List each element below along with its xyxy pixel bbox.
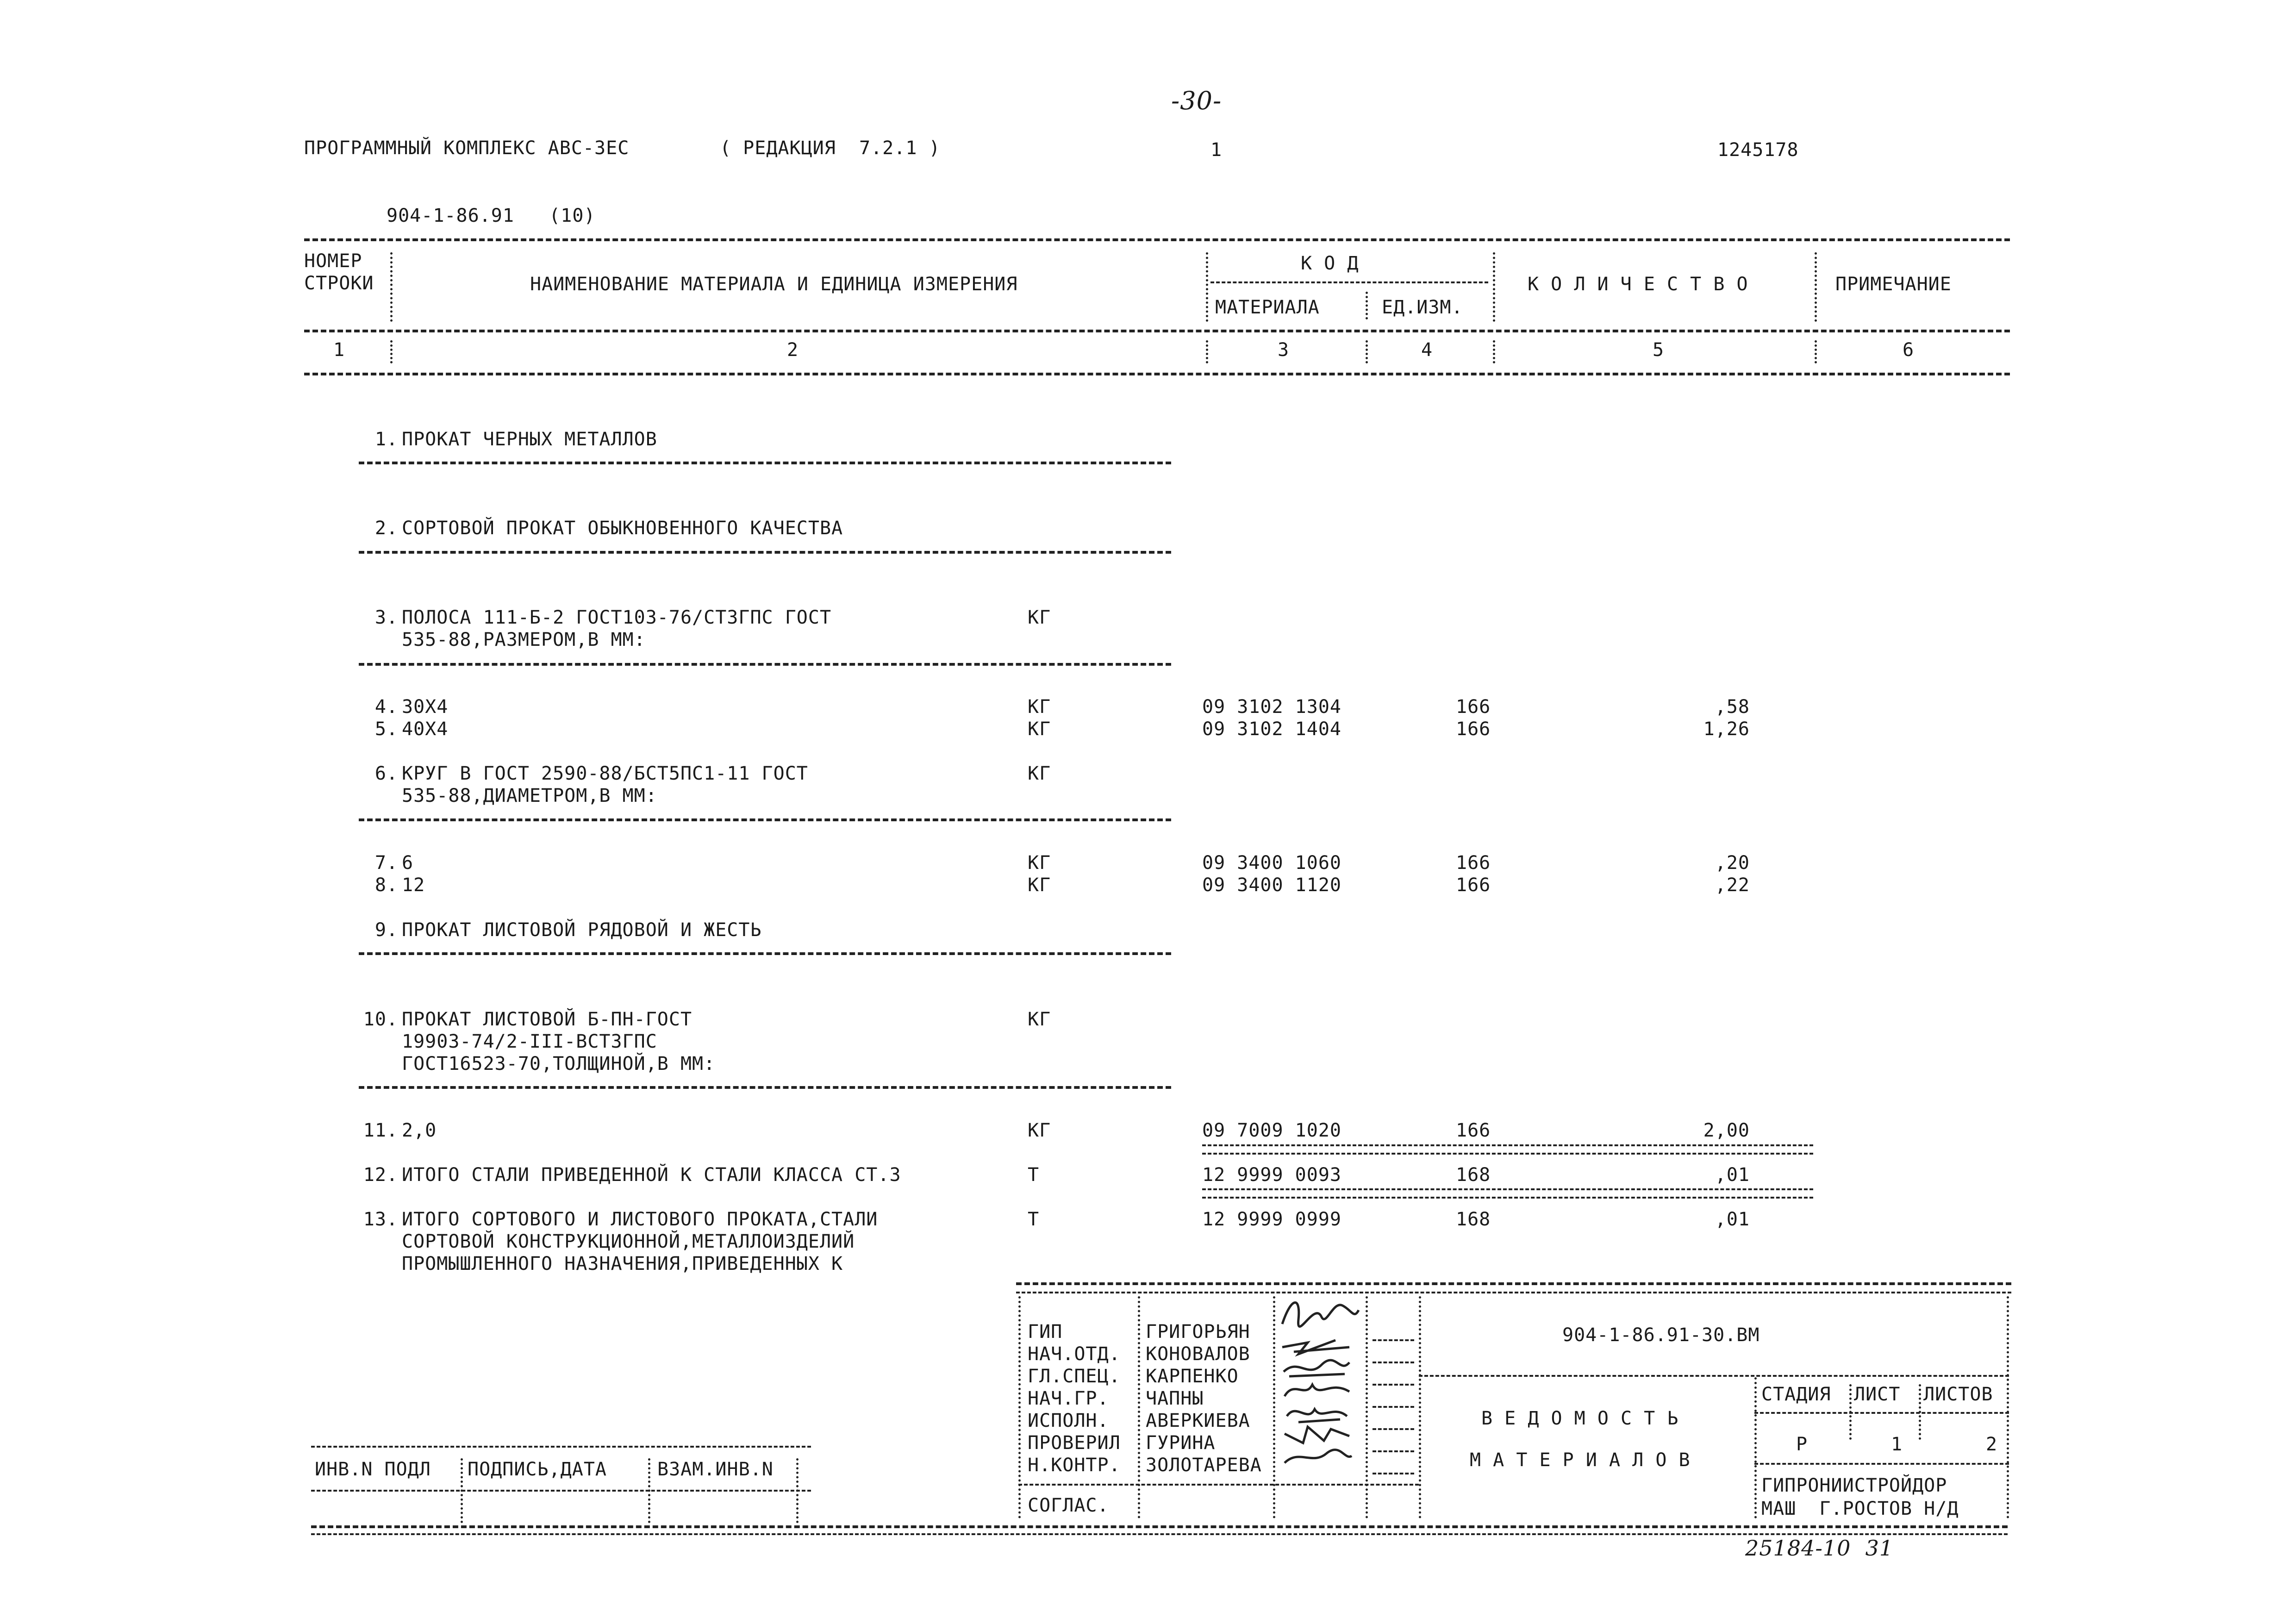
row-name: 30Х4 [402,696,449,718]
col-number-2: 2 [787,339,799,361]
row-number: 11. [363,1120,398,1141]
row-name: ИТОГО СТАЛИ ПРИВЕДЕННОЙ К СТАЛИ КЛАССА СТ.3 [402,1164,901,1186]
col-number-5: 5 [1653,339,1665,361]
row-material-code: 12 9999 0999 [1202,1209,1341,1230]
stamp-stage-label: СТАДИЯ [1761,1384,1831,1405]
row-unit: Т [1028,1209,1040,1230]
row-name: ПРОКАТ ЧЕРНЫХ МЕТАЛЛОВ [402,429,657,450]
stamp-name: ЗОЛОТАРЕВА [1146,1455,1262,1476]
row-quantity: ,20 [1715,852,1750,874]
row-underline [359,952,1171,955]
row-underline [359,1086,1171,1089]
row-unit-code: 168 [1456,1164,1491,1186]
row-number: 12. [363,1164,398,1186]
row-material-code: 09 3102 1404 [1202,718,1341,740]
page-number: -30- [1171,86,1222,115]
stamp-top-rule [1016,1282,2011,1285]
row-quantity: 2,00 [1703,1120,1750,1141]
stamp-row-rule [1018,1484,1419,1486]
stamp-designation-rule [1419,1375,2009,1377]
row-number: 5. [374,718,398,740]
bottom-handwritten-note: 25184-10 31 [1745,1536,1894,1561]
stamp-name: ГУРИНА [1146,1432,1216,1454]
inventory-number-label: ИНВ.N ПОДЛ [315,1459,431,1480]
stamp-date-blank [1373,1384,1414,1386]
col-separator [390,340,393,363]
stamp-date-blank [1373,1362,1414,1363]
col-code-material: МАТЕРИАЛА [1215,297,1320,318]
row-unit: КГ [1028,607,1051,628]
stamp-name: КАРПЕНКО [1146,1366,1239,1387]
row-unit: КГ [1028,874,1051,896]
row-unit-code: 166 [1456,874,1491,896]
stamp-title-line1: В Е Д О М О С Т Ь [1481,1408,1679,1429]
row-quantity: ,58 [1715,696,1750,718]
program-edition: ( РЕДАКЦИЯ 7.2.1 ) [720,137,941,159]
row-unit: Т [1028,1164,1040,1186]
row-material-code: 09 3400 1120 [1202,874,1341,896]
row-unit-code: 168 [1456,1209,1491,1230]
signature-1 [1278,1292,1361,1333]
stamp-name: КОНОВАЛОВ [1146,1343,1250,1365]
page-bottom-rule [311,1525,2008,1528]
stamp-role: ГЛ.СПЕЦ. [1028,1366,1121,1387]
header-rule-top [304,238,2010,241]
stamp-role: ИСПОЛН. [1028,1410,1109,1431]
stamp-stage: Р [1796,1434,1808,1455]
row-name: 2,0 [402,1120,437,1141]
document-reference: 904-1-86.91 (10) [387,205,596,226]
row-unit: КГ [1028,852,1051,874]
col-separator [1815,340,1817,363]
stamp-org-rule [1754,1463,2009,1465]
stamp-sheets-label: ЛИСТОВ [1923,1384,1993,1405]
col-number-4: 4 [1421,339,1433,361]
row-unit-code: 166 [1456,1120,1491,1141]
inventory-mid-rule [311,1490,811,1492]
stamp-second-rule [1016,1292,2011,1293]
row-name: СОРТОВОЙ ПРОКАТ ОБЫКНОВЕННОГО КАЧЕСТВА [402,518,843,539]
stamp-stage-divider [1754,1377,1757,1518]
row-name: ПРОМЫШЛЕННОГО НАЗНАЧЕНИЯ,ПРИВЕДЕННЫХ К [402,1253,843,1274]
row-unit-code: 166 [1456,718,1491,740]
row-name: 40Х4 [402,718,449,740]
row-quantity: ,22 [1715,874,1750,896]
row-quantity: ,01 [1715,1164,1750,1186]
row-unit-code: 166 [1456,852,1491,874]
stamp-org-line1: ГИПРОНИИСТРОЙДОР [1761,1475,1947,1496]
stamp-sheet: 1 [1891,1434,1903,1455]
col-number-3: 3 [1278,339,1290,361]
stamp-title-line2: М А Т Е Р И А Л О В [1470,1449,1691,1471]
row-number: 13. [363,1209,398,1230]
col-separator [1366,292,1368,319]
stamp-role: ГИП [1028,1321,1063,1343]
row-underline [359,818,1171,821]
col-separator [390,252,393,322]
inventory-top-rule [311,1446,811,1448]
total-double-rule [1202,1144,1813,1155]
col-separator [1493,252,1495,322]
row-unit: КГ [1028,696,1051,718]
stamp-designation: 904-1-86.91-30.ВМ [1562,1324,1760,1346]
row-name: СОРТОВОЙ КОНСТРУКЦИОННОЙ,МЕТАЛЛОИЗДЕЛИЙ [402,1231,855,1252]
header-sheet: 1 [1210,139,1223,161]
row-underline [359,462,1171,464]
row-material-code: 09 3102 1304 [1202,696,1341,718]
row-name: ИТОГО СОРТОВОГО И ЛИСТОВОГО ПРОКАТА,СТАЛИ [402,1209,878,1230]
row-name: ПРОКАТ ЛИСТОВОЙ Б-ПН-ГОСТ [402,1009,693,1030]
header-rule-mid [304,330,2010,332]
row-name: КРУГ В ГОСТ 2590-88/БСТ5ПС1-11 ГОСТ [402,763,808,784]
row-name: 12 [402,874,425,896]
col-number-title-2: СТРОКИ [304,273,374,294]
row-name: ПОЛОСА 111-Б-2 ГОСТ103-76/СТ3ГПС ГОСТ [402,607,832,628]
stamp-date-blank [1373,1428,1414,1430]
row-material-code: 12 9999 0093 [1202,1164,1341,1186]
total-double-rule [1202,1188,1813,1199]
stamp-sheet-label: ЛИСТ [1854,1384,1901,1405]
stamp-role: ПРОВЕРИЛ [1028,1432,1121,1454]
stamp-org-line2: МАШ Г.РОСТОВ Н/Д [1761,1498,1959,1519]
row-number: 4. [374,696,398,718]
col-quantity-title: К О Л И Ч Е С Т В О [1528,274,1748,295]
col-code-unit: ЕД.ИЗМ. [1382,297,1463,318]
row-unit: КГ [1028,718,1051,740]
row-unit: КГ [1028,1009,1051,1030]
row-number: 7. [374,852,398,874]
row-name: 535-88,РАЗМЕРОМ,В ММ: [402,629,646,650]
row-number: 10. [363,1009,398,1030]
stamp-name: ГРИГОРЬЯН [1146,1321,1250,1343]
stamp-date-blank [1373,1450,1414,1452]
col-number-1: 1 [333,339,345,361]
code-subrule [1210,281,1488,283]
row-unit: КГ [1028,763,1051,784]
col-separator [1815,252,1817,322]
row-number: 6. [374,763,398,784]
row-name: 19903-74/2-III-ВСТ3ГПС [402,1031,657,1052]
stamp-role: НАЧ.ГР. [1028,1388,1109,1409]
row-underline [359,551,1171,554]
row-name: 6 [402,852,414,874]
stamp-date-blank [1373,1339,1414,1341]
row-unit: КГ [1028,1120,1051,1141]
row-name: ГОСТ16523-70,ТОЛЩИНОЙ,В ММ: [402,1053,716,1074]
header-rule-bottom [304,373,2010,375]
stamp-role: НАЧ.ОТД. [1028,1343,1121,1365]
col-separator [1493,340,1495,363]
inventory-signature-label: ПОДПИСЬ,ДАТА [468,1459,607,1480]
col-number-title-1: НОМЕР [304,250,362,272]
col-code-title: К О Д [1301,253,1359,274]
stamp-role: Н.КОНТР. [1028,1455,1121,1476]
col-name-title: НАИМЕНОВАНИЕ МАТЕРИАЛА И ЕДИНИЦА ИЗМЕРЕНИЯ [530,274,1018,295]
row-number: 1. [374,429,398,450]
col-separator [1206,340,1208,363]
stamp-date-blank [1373,1406,1414,1408]
header-code: 1245178 [1717,139,1799,161]
row-material-code: 09 7009 1020 [1202,1120,1341,1141]
row-underline [359,663,1171,666]
stamp-sheets: 2 [1986,1434,1998,1455]
inventory-replaced-label: ВЗАМ.ИНВ.N [657,1459,774,1480]
stamp-border-right [2007,1296,2009,1518]
row-number: 2. [374,518,398,539]
stamp-role: СОГЛАС. [1028,1495,1109,1516]
row-unit-code: 166 [1456,696,1491,718]
row-number: 8. [374,874,398,896]
row-name: 535-88,ДИАМЕТРОМ,В ММ: [402,785,657,806]
row-number: 3. [374,607,398,628]
row-material-code: 09 3400 1060 [1202,852,1341,874]
col-number-6: 6 [1903,339,1915,361]
stamp-name: АВЕРКИЕВА [1146,1410,1250,1431]
stamp-date-blank [1373,1473,1414,1474]
signature-7 [1280,1444,1354,1470]
col-separator [1366,340,1368,363]
row-quantity: 1,26 [1703,718,1750,740]
stamp-stage-rule [1754,1412,2009,1414]
row-quantity: ,01 [1715,1209,1750,1230]
page-bottom-rule-thin [311,1533,2008,1535]
stamp-name: ЧАПНЫ [1146,1388,1204,1409]
col-note-title: ПРИМЕЧАНИЕ [1835,274,1952,295]
stamp-col-divider [1419,1296,1421,1518]
row-number: 9. [374,919,398,941]
program-name: ПРОГРАММНЫЙ КОМПЛЕКС АВС-3ЕС [304,137,630,159]
col-separator [1206,252,1208,322]
row-name: ПРОКАТ ЛИСТОВОЙ РЯДОВОЙ И ЖЕСТЬ [402,919,762,941]
